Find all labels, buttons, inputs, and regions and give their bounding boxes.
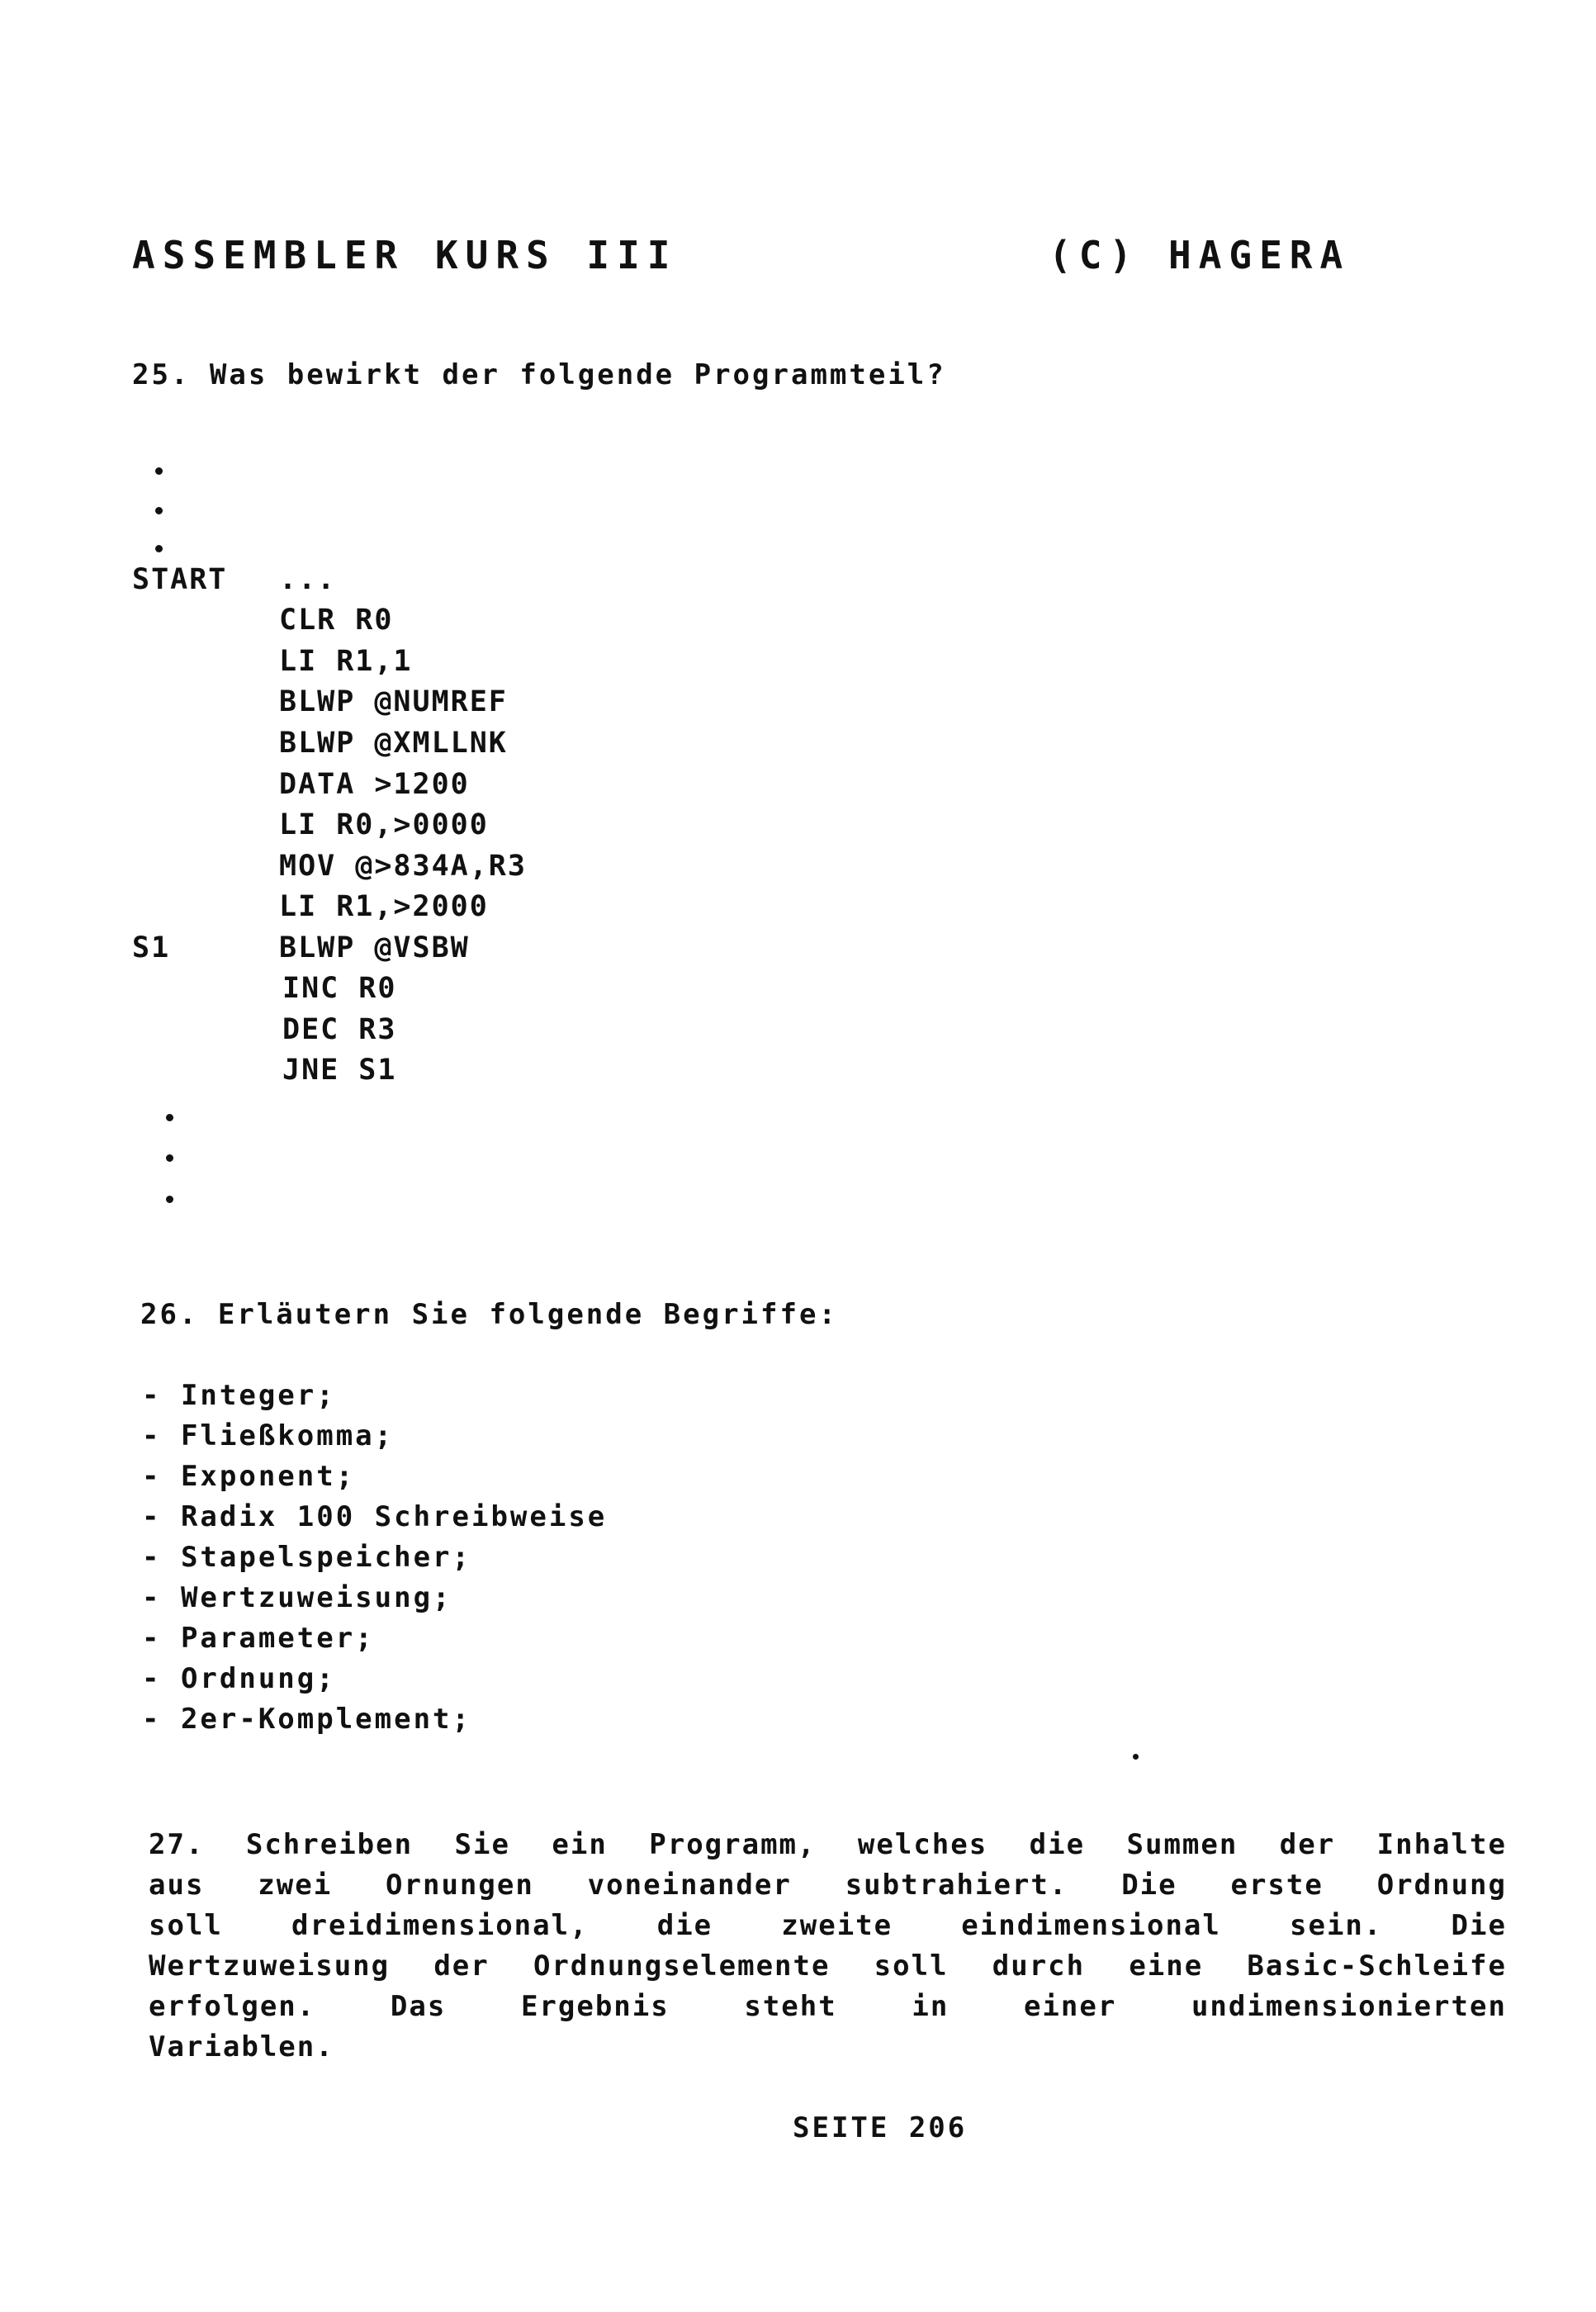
question-26: 26. Erläutern Sie folgende Begriffe:	[140, 1298, 838, 1331]
ellipsis-dot	[155, 545, 163, 552]
paragraph-line	[149, 1869, 1507, 1902]
header-copyright: (C)	[1049, 233, 1140, 277]
word: durch	[992, 1950, 1086, 1983]
question-25: 25. Was bewirkt der folgende Programmteil?	[132, 358, 946, 391]
word: zwei	[258, 1869, 333, 1902]
word: Ergebnis	[520, 1990, 670, 2023]
code-line: MOV @>834A,R3	[279, 850, 527, 883]
ellipsis-dot	[166, 1196, 173, 1203]
word: welches	[857, 1828, 988, 1861]
word: steht	[744, 1990, 837, 2023]
list-item: - Stapelspeicher;	[142, 1541, 471, 1574]
word: die	[1029, 1828, 1086, 1861]
paragraph-line	[149, 1990, 1507, 2023]
page-number: SEITE 206	[793, 2111, 968, 2144]
code-line: BLWP @VSBW	[279, 931, 470, 964]
word: zweite	[781, 1909, 893, 1942]
word: einer	[1023, 1990, 1117, 2023]
word: Variablen.	[149, 2030, 334, 2063]
word: der	[433, 1950, 490, 1983]
word: Schreiben	[245, 1828, 414, 1861]
word: Wertzuweisung	[149, 1950, 391, 1983]
word: ein	[552, 1828, 608, 1861]
word: sein.	[1290, 1909, 1383, 1942]
list-item: - Radix 100 Schreibweise	[142, 1500, 608, 1533]
header-title: ASSEMBLER KURS III	[132, 233, 678, 277]
code-line: JNE S1	[282, 1054, 397, 1087]
ellipsis-dot	[155, 507, 163, 514]
stray-dot	[1133, 1754, 1139, 1760]
paragraph-line	[149, 1828, 1507, 1861]
word: soll	[874, 1950, 949, 1983]
list-item: - Integer;	[142, 1379, 336, 1412]
word: Die	[1121, 1869, 1177, 1902]
list-item: - 2er-Komplement;	[142, 1703, 471, 1736]
word: Programm,	[649, 1828, 817, 1861]
word: eindimensional	[961, 1909, 1221, 1942]
code-line: DATA >1200	[279, 768, 470, 801]
code-line: CLR R0	[279, 604, 394, 637]
word: Ordnung	[1376, 1869, 1507, 1902]
word: Das	[390, 1990, 447, 2023]
word: undimensionierten	[1191, 1990, 1507, 2023]
ellipsis-dot	[166, 1114, 173, 1121]
code-line: LI R1,>2000	[279, 890, 489, 923]
word: aus	[149, 1869, 205, 1902]
word: voneinander	[587, 1869, 792, 1902]
code-line: BLWP @XMLLNK	[279, 727, 508, 760]
code-line: DEC R3	[282, 1013, 397, 1046]
word: Die	[1451, 1909, 1507, 1942]
word: der	[1279, 1828, 1336, 1861]
word: eine	[1129, 1950, 1204, 1983]
list-item: - Parameter;	[142, 1622, 375, 1655]
paragraph-line	[149, 2030, 1507, 2063]
word: die	[656, 1909, 713, 1942]
list-item: - Wertzuweisung;	[142, 1581, 452, 1614]
word: Basic-Schleife	[1247, 1950, 1507, 1983]
code-line: LI R1,1	[279, 645, 413, 678]
word: 27.	[149, 1828, 205, 1861]
ellipsis-dot	[155, 467, 163, 475]
word: Ordnungselemente	[533, 1950, 831, 1983]
word: erfolgen.	[149, 1990, 316, 2023]
word: Inhalte	[1376, 1828, 1507, 1861]
paragraph-line	[149, 1909, 1507, 1942]
header-author: HAGERA	[1168, 233, 1351, 277]
label-s1: S1	[132, 931, 171, 964]
list-item: - Exponent;	[142, 1460, 356, 1493]
word: soll	[149, 1909, 223, 1942]
word: erste	[1230, 1869, 1324, 1902]
ellipsis-dot	[166, 1154, 173, 1162]
code-line: ...	[279, 563, 337, 596]
list-item: - Fließkomma;	[142, 1419, 395, 1452]
code-line: LI R0,>0000	[279, 808, 489, 841]
word: Ornungen	[386, 1869, 534, 1902]
label-start: START	[132, 563, 228, 596]
list-item: - Ordnung;	[142, 1662, 336, 1695]
paragraph-line	[149, 1950, 1507, 1983]
code-line: INC R0	[282, 972, 397, 1005]
word: Sie	[454, 1828, 510, 1861]
word: subtrahiert.	[845, 1869, 1068, 1902]
word: Summen	[1126, 1828, 1238, 1861]
word: dreidimensional,	[291, 1909, 589, 1942]
word: in	[912, 1990, 950, 2023]
code-line: BLWP @NUMREF	[279, 685, 508, 718]
